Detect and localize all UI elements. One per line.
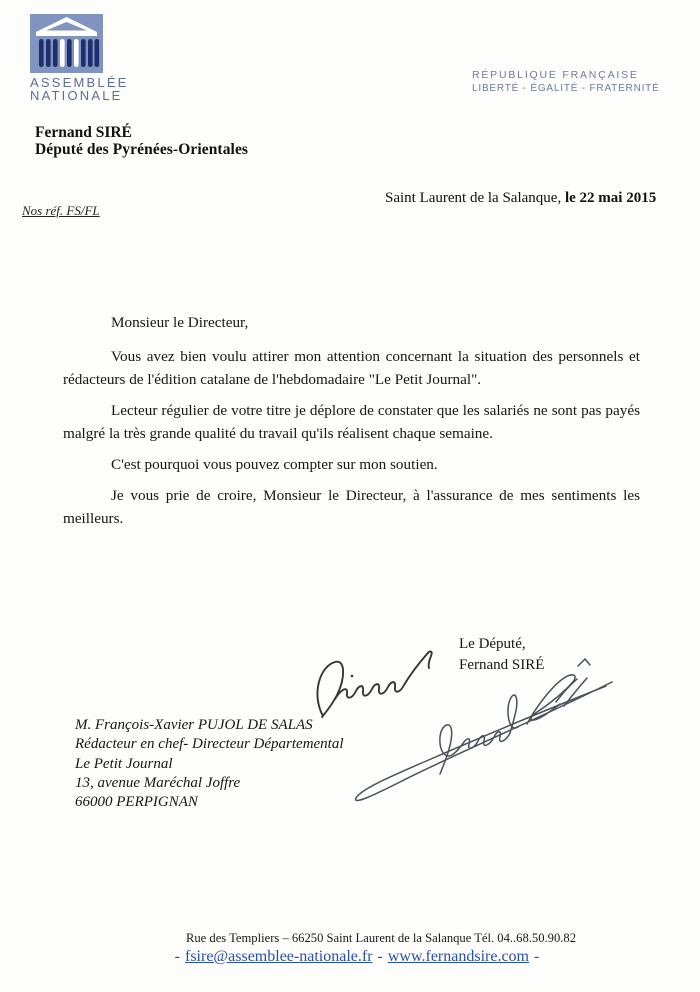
closing-role: Le Député,	[459, 636, 526, 652]
sender-name: Fernand SIRÉ	[35, 124, 132, 141]
recipient-line: 66000 PERPIGNAN	[75, 794, 198, 811]
assemblee-nationale-emblem-icon	[30, 14, 103, 73]
email-link[interactable]: fsire@assemblee-nationale.fr	[184, 948, 373, 965]
date-text: le 22 mai 2015	[564, 190, 657, 206]
recipient-line: Le Petit Journal	[75, 755, 173, 772]
paragraph: Vous avez bien voulu attirer mon attention concernant la situation des personnels et rédacteurs de l'édition catalane de l'hebdomadaire "Le Petit Journal".	[63, 348, 640, 388]
logo-text-line1: ASSEMBLÉE	[30, 75, 129, 90]
paragraph: C'est pourquoi vous pouvez compter sur mon soutien.	[111, 456, 438, 473]
assemblee-nationale-logo	[30, 14, 140, 102]
place-date	[385, 190, 656, 207]
salutation: Monsieur le Directeur,	[111, 314, 249, 331]
devise-line: LIBERTÉ - ÉGALITÉ - FRATERNITÉ	[472, 83, 660, 94]
republique-line: RÉPUBLIQUE FRANÇAISE	[472, 69, 639, 81]
paragraph: Lecteur régulier de votre titre je déplore de constater que les salariés ne sont pas payés malgré la très grande qualité du travail qu'ils réalisent chaque semaine.	[63, 402, 640, 442]
closing-block	[459, 634, 544, 676]
place-text: Saint Laurent de la Salanque,	[385, 190, 565, 206]
closing-name: Fernand SIRÉ	[459, 657, 545, 673]
website-link[interactable]: www.fernandsire.com	[387, 948, 529, 965]
logo-wordmark	[30, 76, 140, 102]
recipient-line: 13, avenue Maréchal Joffre	[75, 774, 241, 791]
logo-text-line2: NATIONALE	[30, 88, 123, 103]
paragraph: Je vous prie de croire, Monsieur le Directeur, à l'assurance de mes sentiments les meilleurs.	[63, 487, 640, 527]
footer-address: Rue des Templiers – 66250 Saint Laurent de la Salanque Tél. 04..68.50.90.82	[185, 931, 577, 945]
sender-block	[35, 124, 248, 158]
recipient-block	[75, 716, 344, 812]
footer	[0, 931, 700, 967]
reference: Nos réf. FS/FL	[22, 203, 100, 218]
footer-separator: -	[174, 948, 180, 965]
recipient-line: M. François-Xavier PUJOL DE SALAS	[75, 717, 313, 733]
signature-fernand-sire	[356, 659, 612, 800]
republique-francaise-block	[472, 69, 672, 95]
letter-body	[63, 311, 640, 538]
footer-links	[14, 947, 700, 967]
sender-title: Député des Pyrénées-Orientales	[35, 141, 249, 158]
footer-separator: -	[534, 948, 540, 965]
handwritten-amicalement-note	[317, 652, 431, 717]
recipient-line: Rédacteur en chef- Directeur Départemental	[75, 736, 344, 753]
footer-separator: -	[377, 948, 383, 965]
